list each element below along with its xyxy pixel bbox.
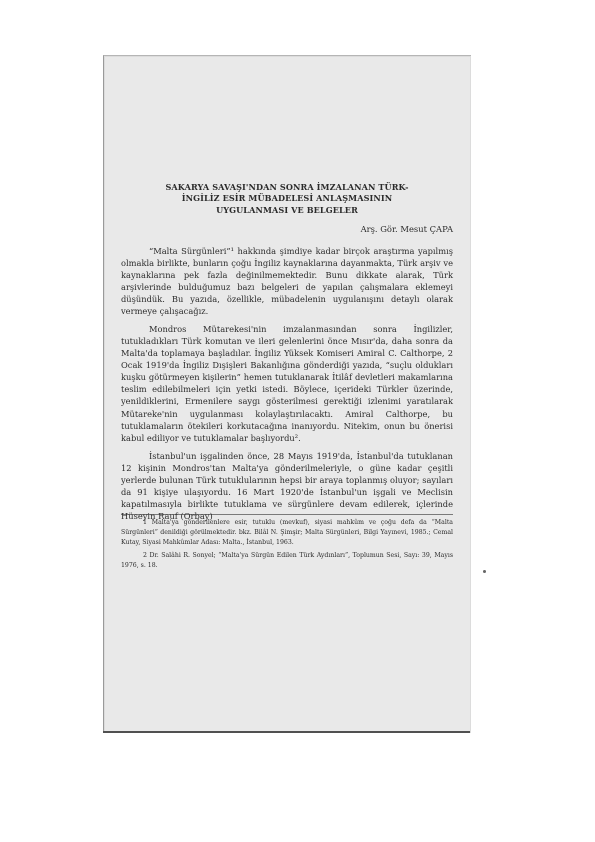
article-title: [121, 182, 453, 216]
article-content: [121, 182, 453, 571]
scan-speck: [483, 570, 486, 573]
footnote-1: 1 Malta'ya gönderilenlere esir, tutuklu (mevkuf), siyasi mahkûm ve çoğu defa da “Malta Sürgünleri” denildiği görülmektedir. bkz. Bilâl N. Şimşir; Malta Sürgünleri, Bilgi Yayınevi, 1985.; Cemal Kutay, Siyasi Mahkûmlar Adası: Malta., İstanbul, 1963.: [121, 518, 453, 546]
title-line-3: UYGULANMASI VE BELGELER: [216, 204, 358, 215]
footnote-2: 2 Dr. Salâhi R. Sonyel; “Malta'ya Sürgün Edilen Türk Aydınları”, Toplumun Sesi, Sayı: 39, Mayıs 1976, s. 18.: [121, 551, 453, 569]
title-line-2: İNGİLİZ ESİR MÜBADELESİ ANLAŞMASININ: [181, 193, 393, 204]
title-line-1: SAKARYA SAVAŞI'NDAN SONRA İMZALANAN TÜRK-: [165, 182, 409, 192]
paragraph-3: İstanbul'un işgalinden önce, 28 Mayıs 1919'da, İstanbul'da tutuklanan 12 kişinin Mondros'tan Malta'ya gönderilmeleriyle, o güne kadar çeşitli yerlerde bulunan Türk tutuklularının hepsi bir araya toplanmış oluyor; sayıları da 91 kişiye ulaşıyordu. 16 Mart 1920'de İstanbul'un işgali ve Meclisin kapatılmasıyla birlikte tutuklama ve sürgünlere devam edilerek, içlerinde Hüseyin Rauf (Orbay): [121, 450, 453, 521]
paragraph-2: Mondros Mütarekesi'nin imzalanmasından sonra İngilizler, tutukladıkları Türk komutan ve ileri gelenlerini önce Mısır'da, daha sonra da Malta'da toplamaya başladılar. İngiliz Yüksek Komiseri Amiral C. Calthorpe, 2 Ocak 1919'da İngiliz Dışişleri Bakanlığına gönderdiği yazıda, “suçlu oldukları kuşku götürmeyen kişilerin” hemen tutuklanarak İtilâf devletleri makamlarına teslim edilebilmeleri için yetki istedi. Böylece, içerideki Türkler üzerinde, yenildiklerini, Ermenilere saygı gösterilmesi gerektiği izlenimi yaratılarak Mütareke'nin uygulanması kolaylaştırılacaktı. Amiral Calthorpe, bu tutuklamaların ötekileri korkutacağına inanıyordu. Nitekim, onun bu önerisi kabul ediliyor ve tutuklamalar başlıyordu².: [121, 324, 453, 443]
paragraph-1: “Malta Sürgünleri”¹ hakkında şimdiye kadar birçok araştırma yapılmış olmakla birlikte, bunların çoğu İngiliz kaynaklarına dayanmakta, Türk arşiv ve kaynaklarına pek fazla değinilmemektedir. Bunu dikkate alarak, Türk arşivlerinde bulduğumuz bazı belgeleri de yapılan çalışmalara eklemeyi düşündük. Bu yazıda, özellikle, mübadelenin uygulanışını detaylı olarak vermeye çalışacağız.: [121, 245, 453, 317]
page-bottom-edge: [103, 731, 470, 733]
author-name: Arş. Gör. Mesut ÇAPA: [360, 223, 453, 234]
